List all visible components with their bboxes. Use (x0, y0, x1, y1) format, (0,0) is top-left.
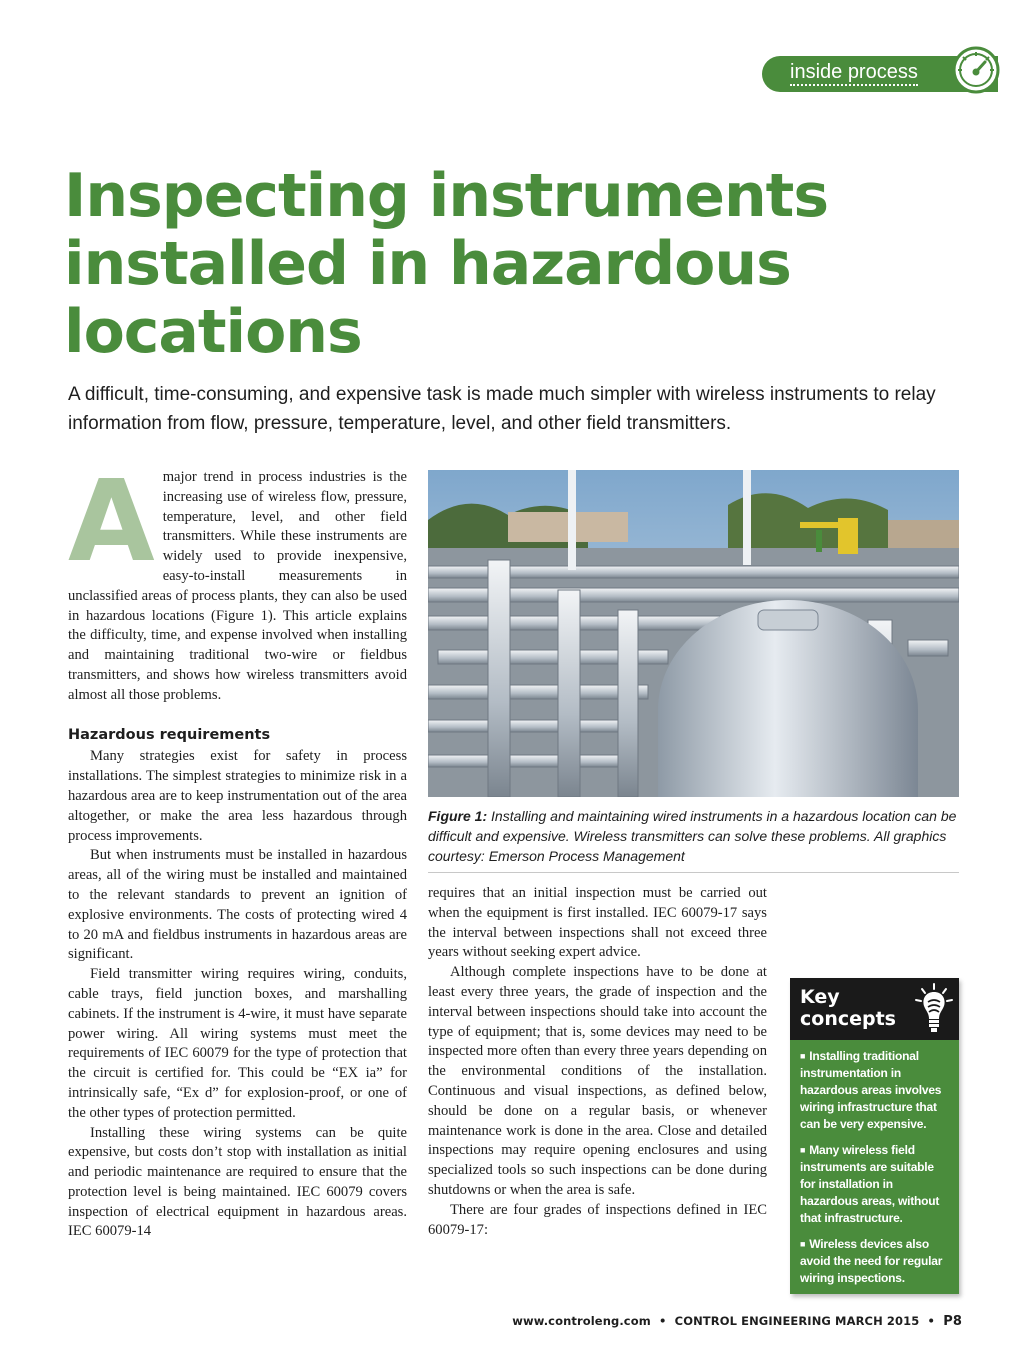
page-title: Inspecting instruments installed in hazardous locations (64, 161, 829, 367)
list-item: ■ Wireless devices also avoid the need for regular wiring inspections. (800, 1236, 952, 1287)
drop-cap: A (68, 457, 155, 587)
body-paragraph: Installing these wiring systems can be quite expensive, but costs don’t stop with installation as initial and periodic maintenance are required to ensure that the protection level is being maintained. IEC 60079 covers inspection of electrical equipment in hazardous areas. IEC 60079-14 (68, 1124, 407, 1240)
section-heading: Hazardous requirements (68, 726, 271, 743)
footer-publication: CONTROL ENGINEERING MARCH 2015 (674, 1314, 920, 1328)
list-item: ■ Installing traditional instrumentation in hazardous areas involves wiring infrastructure that can be very expensive. (800, 1048, 952, 1133)
list-item: ■ Many wireless field instruments are suitable for installation in hazardous areas, without that infrastructure. (800, 1142, 952, 1227)
body-paragraph: Although complete inspections have to be done at least every three years, the grade of inspection and the interval between inspections should take into account the type of equipment; that is, some devices may need to be inspected more often than every three years depending on the environmental conditions of the installation. Continuous and visual inspections, as defined below, should be done on a regular basis, or whenever maintenance work is done in the area. Close and detailed inspections may require opening enclosures and using specialized tools so such inspections can be done during shutdowns or when the area is safe. (428, 964, 767, 1198)
figure-photo (428, 470, 959, 797)
key-concepts-title: Key concepts (800, 986, 896, 1030)
footer-website: www.controleng.com (512, 1314, 651, 1328)
body-paragraph: There are four grades of inspections defined in IEC 60079-17: (428, 1201, 767, 1238)
page-footer: www.controleng.com • CONTROL ENGINEERING MARCH 2015 • P8 (512, 1314, 962, 1329)
body-paragraph: Field transmitter wiring requires wiring, conduits, cable trays, field junction boxes, and marshalling cabinets. If the instrument is 4-wire, it must have separate power wiring. All wiring systems must meet the requirements of IEC 60079 for the type of protection that the circuit is certified for. This could be “EX ia” for intrinsically safe, “Ex d” for explosion-proof, or one of the other types of protection permitted. (68, 966, 407, 1121)
article-subtitle: A difficult, time-consuming, and expensive task is made much simpler with wireless instruments to relay information from flow, pressure, temperature, level, and other field transmitters. (68, 384, 936, 434)
divider (428, 872, 959, 873)
body-paragraph: requires that an initial inspection must be carried out when the equipment is first installed. IEC 60079-17 says the interval between inspections shall not exceed three years without seeking expert advice. (428, 885, 767, 961)
lightbulb-icon (914, 982, 954, 1038)
figure-caption-text: Installing and maintaining wired instruments in a hazardous location can be difficult and expensive. Wireless transmitters can solve these problems. All graphics courtesy: Emerson Process Management (428, 808, 957, 864)
middle-column (428, 884, 767, 1240)
body-paragraph: But when instruments must be installed in hazardous areas, all of the wiring must be installed and maintained to the relevant standards to prevent an ignition of explosive environments. The costs of protecting wired 4 to 20 mA and fieldbus instruments in hazardous areas are significant. (68, 847, 407, 963)
left-column (68, 457, 407, 1242)
section-label: inside process (790, 61, 918, 86)
figure-caption (428, 806, 959, 866)
figure-label: Figure 1: (428, 808, 488, 824)
page-number: P8 (943, 1314, 962, 1329)
intro-paragraph (68, 457, 407, 706)
key-concepts-header (790, 978, 959, 1040)
key-concepts-list (800, 1048, 952, 1296)
gauge-icon (952, 46, 1000, 94)
intro-text: major trend in process industries is the increasing use of wireless flow, pressure, temperature, level, and other field transmitters. While these instruments are widely used to provide inexpensive, easy-to-install measurements in unclassified areas of process plants, they can also be used in hazardous locations (Figure 1). This article explains the difficulty, time, and expense involved when installing and maintaining traditional two-wire or fieldbus transmitters, and shows how wireless transmitters avoid almost all those problems. (68, 469, 407, 703)
body-paragraph: Many strategies exist for safety in process installations. The simplest strategies to minimize risk in a hazardous area are to keep instrumentation out of the area altogether, or make the area less hazardous through process improvements. (68, 748, 407, 844)
key-concepts-box (790, 978, 959, 1294)
